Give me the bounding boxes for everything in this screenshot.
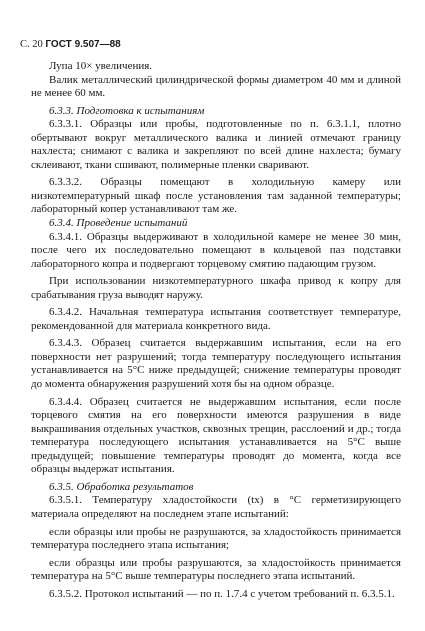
page-number: С. 20 [20,39,43,50]
paragraph-magnifier: Лупа 10× увеличения. [49,60,153,72]
section-heading-results: 6.3.5. Обработка результатов [49,480,194,493]
page-header [20,39,121,50]
paragraph-6-3-5-1: 6.3.5.1. Температуру хладостойкости (tх) в °С герметизирующего материала определяют на последнем этапе испытаний: [31,494,401,520]
paragraph-6-3-5-2: 6.3.5.2. Протокол испытаний — по п. 1.7.4 с учетом требований п. 6.3.5.1. [49,587,395,600]
paragraph-6-3-4-1: 6.3.4.1. Образцы выдерживают в холодильной камере не менее 30 мин, после чего их последовательно помещают в кольцевой паз подставки лабораторного копра и подвергают торцевому смятию падающим грузом. [31,230,401,270]
paragraph-6-3-4-3: 6.3.4.3. Образец считается выдержавшим испытания, если на его поверхности нет разрушений; тогда температуру последующего испытания устанавливается на 5°С ниже предыдущей; снижение температуры проводят до момента обнаружения разрушений хотя бы на одном образце. [31,337,401,391]
section-heading-testing: 6.3.4. Проведение испытаний [49,217,188,230]
paragraph-6-3-3-1: 6.3.3.1. Образцы или пробы, подготовленные по п. 6.3.1.1, плотно обертывают вокруг металлического валика и линией отмечают границу нахлеста; снимают с валика и закрепляют по всей длине нахлеста; бумагу склеивают, ткани сшивают, полимерные пленки сваривают. [31,118,401,171]
section-heading-preparation: 6.3.3. Подготовка к испытаниям [49,104,205,117]
paragraph-destroyed: если образцы или пробы разрушаются, за хладостойкость принимается температура на 5°С выше температуры последнего этапа испытаний. [31,556,401,583]
standard-number: ГОСТ 9.507—88 [45,39,121,50]
paragraph-low-temp-cabinet: При использовании низкотемпературного шкафа привод к копру для срабатывания груза выводят наружу. [31,275,401,301]
paragraph-roller: Валик металлический цилиндрической формы диаметром 40 мм и длиной не менее 60 мм. [31,73,401,100]
paragraph-6-3-3-2: 6.3.3.2. Образцы помещают в холодильную камеру или низкотемпературный шкаф после установления там заданной температуры; лабораторный копер устанавливают там же. [31,176,401,216]
paragraph-6-3-4-2: 6.3.4.2. Начальная температура испытания соответствует температуре, рекомендованной для материала конкретного вида. [31,306,401,332]
paragraph-not-destroyed: если образцы или пробы не разрушаются, за хладостойкость принимается температура последнего этапа испытания; [31,525,401,552]
paragraph-6-3-4-4: 6.3.4.4. Образец считается не выдержавшим испытания, если после торцевого смятия на его поверхности имеются разрушения в виде выкрашивания отдельных участков, сквозных трещин, расслоений и др.; тогда температура последующего испытания устанавливается на 5°С выше предыдущей; повышение температуры проводят до момента, когда все образцы выдержат испытания. [31,395,401,476]
document-body [31,60,401,601]
